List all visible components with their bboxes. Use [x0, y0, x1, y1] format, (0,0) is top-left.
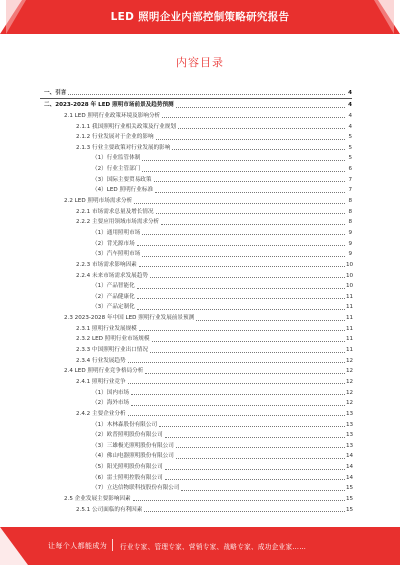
toc-page-number: 9	[348, 229, 352, 236]
toc-entry-label: （2）海外市场	[92, 400, 130, 407]
toc-entry-label: 2.2.1 市场需求总量及增长情况	[76, 208, 154, 215]
toc-entry[interactable]	[40, 173, 352, 184]
toc-entry[interactable]	[40, 162, 352, 173]
toc-entry[interactable]	[40, 120, 352, 131]
toc-page-number: 5	[348, 155, 352, 162]
toc-entry[interactable]	[40, 216, 352, 227]
toc-page-number: 5	[348, 144, 352, 151]
toc-page-number: 11	[346, 347, 354, 354]
page-footer	[0, 527, 400, 565]
toc-page-number: 11	[346, 325, 354, 332]
toc-dot-leader	[152, 340, 346, 342]
toc-dot-leader	[150, 276, 345, 278]
toc-heading: 内容目录	[176, 56, 224, 69]
toc-entry-label: （7）立达信物联科技股份有限公司	[92, 485, 180, 492]
toc-page-number: 7	[348, 176, 352, 183]
toc-page-number: 12	[346, 368, 354, 375]
toc-dot-leader	[134, 202, 345, 204]
toc-page-number: 10	[346, 261, 354, 268]
toc-entry[interactable]	[40, 258, 352, 269]
toc-entry-label: （1）行业监管体制	[92, 155, 141, 162]
toc-entry-label: （1）通用照明市场	[92, 229, 141, 236]
toc-entry-label: 2.5 企业发展主要影响因素	[64, 495, 131, 502]
toc-entry-label: 一、引言	[44, 89, 67, 96]
toc-dot-leader	[154, 180, 346, 182]
toc-entry-label: （1）国内市场	[92, 389, 130, 396]
toc-entry[interactable]	[40, 290, 352, 301]
toc-entry[interactable]	[40, 333, 352, 344]
toc-dot-leader	[144, 510, 345, 512]
toc-page-number: 4	[348, 112, 352, 119]
toc-entry-label: 二、2023-2028 年 LED 照明市场前景及趋势预测	[44, 102, 174, 109]
toc-entry[interactable]	[40, 109, 352, 120]
toc-entry-label: （3）三雄极光照明股份有限公司	[92, 442, 174, 449]
toc-dot-leader	[156, 212, 345, 214]
toc-dot-leader	[165, 478, 345, 480]
toc-page-number: 11	[346, 315, 354, 322]
report-header	[0, 0, 400, 34]
toc-entry-label: 2.3.4 行业发展趋势	[76, 357, 126, 364]
toc-entry-label: 2.4 LED 照明行业竞争格局分析	[64, 368, 144, 375]
toc-entry[interactable]	[40, 99, 352, 110]
toc-page-number: 14	[346, 464, 354, 471]
toc-entry-label: 2.2.2 主要应用领域市场需求分析	[76, 219, 160, 226]
toc-dot-leader	[196, 319, 345, 321]
toc-page-number: 4	[348, 123, 352, 130]
table-of-contents	[40, 86, 352, 514]
toc-entry[interactable]	[40, 131, 352, 142]
toc-entry-label: （3）国际主要贸易政策	[92, 176, 152, 183]
toc-entry[interactable]	[40, 482, 352, 493]
toc-entry-label: 2.1 LED 照明行业政策环境及影响分析	[64, 112, 161, 119]
toc-dot-leader	[142, 159, 345, 161]
toc-dot-leader	[176, 457, 345, 459]
toc-entry-label: 2.2.4 未来市场需求发展趋势	[76, 272, 148, 279]
toc-entry[interactable]	[40, 141, 352, 152]
toc-entry[interactable]	[40, 418, 352, 429]
toc-entry-label: 2.2 LED 照明市场需求分析	[64, 198, 133, 205]
toc-entry[interactable]	[40, 205, 352, 216]
toc-entry[interactable]	[40, 311, 352, 322]
toc-page-number: 7	[348, 187, 352, 194]
toc-page-number: 10	[346, 283, 354, 290]
toc-entry-label: 2.1.2 行业发展对于企业的影响	[76, 134, 154, 141]
toc-dot-leader	[142, 170, 345, 172]
toc-dot-leader	[172, 148, 345, 150]
toc-dot-leader	[139, 329, 345, 331]
toc-entry[interactable]	[40, 407, 352, 418]
toc-entry-label: 2.1.1 我国照明行业相关政策及行业规划	[76, 123, 176, 130]
toc-entry-label: （2）背光源市场	[92, 240, 135, 247]
footer-divider	[112, 539, 113, 551]
toc-entry[interactable]	[40, 237, 352, 248]
toc-page-number: 6	[348, 166, 352, 173]
toc-entry[interactable]	[40, 280, 352, 291]
toc-entry-label: （1）产品智能化	[92, 283, 135, 290]
toc-dot-leader	[162, 116, 345, 118]
toc-entry-label: （2）行业主管部门	[92, 166, 141, 173]
toc-entry[interactable]	[40, 301, 352, 312]
toc-entry[interactable]	[40, 248, 352, 259]
toc-entry[interactable]	[40, 86, 352, 97]
toc-dot-leader	[165, 468, 345, 470]
report-title: LED 照明企业内部控制策略研究报告	[110, 11, 290, 23]
toc-dot-leader	[131, 393, 345, 395]
toc-entry[interactable]	[40, 343, 352, 354]
toc-entry-label: 2.2.3 市场需求影响因素	[76, 261, 137, 268]
toc-page-number: 14	[346, 453, 354, 460]
toc-dot-leader	[68, 93, 345, 95]
toc-entry[interactable]	[40, 450, 352, 461]
toc-page-number: 12	[346, 389, 354, 396]
toc-page-number: 8	[348, 219, 352, 226]
toc-dot-leader	[176, 446, 345, 448]
toc-entry-label: （3）汽车照明市场	[92, 251, 141, 258]
toc-page-number: 9	[348, 251, 352, 258]
toc-dot-leader	[165, 436, 345, 438]
toc-page-number: 9	[348, 240, 352, 247]
toc-page-number: 15	[346, 485, 354, 492]
toc-page-number: 13	[346, 442, 354, 449]
toc-entry-label: 2.4.1 照明行业竞争	[76, 378, 126, 385]
toc-dot-leader	[161, 223, 345, 225]
footer-decoration	[0, 527, 28, 565]
toc-dot-leader	[131, 404, 345, 406]
toc-entry-label: 2.3.1 照明行业发展规模	[76, 325, 137, 332]
toc-page-number: 4	[348, 102, 352, 109]
toc-entry[interactable]	[40, 322, 352, 333]
toc-dot-leader	[181, 489, 345, 491]
toc-entry[interactable]	[40, 471, 352, 482]
toc-entry[interactable]	[40, 269, 352, 280]
toc-page-number: 11	[346, 304, 354, 311]
toc-entry-label: （5）阳光照明股份有限公司	[92, 464, 163, 471]
toc-page-number: 12	[346, 400, 354, 407]
toc-entry-label: 2.5.1 公司面临的有利因素	[76, 506, 143, 513]
toc-dot-leader	[128, 361, 345, 363]
toc-dot-leader	[139, 265, 345, 267]
toc-entry-label: 2.4.2 主要企业分析	[76, 410, 126, 417]
toc-entry[interactable]	[40, 152, 352, 163]
toc-page-number: 4	[348, 89, 352, 96]
footer-experts-text: 行业专家、管理专家、营销专家、战略专家、成功企业家……	[120, 543, 307, 551]
toc-entry-label: 2.3.3 中国照明行业出口情况	[76, 347, 148, 354]
toc-page-number: 15	[346, 495, 354, 502]
toc-page-number: 15	[346, 506, 354, 513]
toc-entry[interactable]	[40, 184, 352, 195]
toc-entry[interactable]	[40, 460, 352, 471]
toc-dot-leader	[150, 351, 345, 353]
toc-dot-leader	[176, 106, 345, 108]
toc-dot-leader	[137, 287, 345, 289]
toc-entry[interactable]	[40, 194, 352, 205]
toc-entry[interactable]	[40, 397, 352, 408]
toc-page-number: 11	[346, 336, 354, 343]
toc-entry[interactable]	[40, 386, 352, 397]
toc-page-number: 12	[346, 357, 354, 364]
toc-dot-leader	[178, 127, 345, 129]
toc-entry[interactable]	[40, 429, 352, 440]
toc-dot-leader	[145, 372, 345, 374]
toc-entry-label: 2.3 2023-2028 年中国 LED 照明行业发展前景预测	[64, 315, 195, 322]
toc-page-number: 13	[346, 410, 354, 417]
toc-entry-label: （4）佛山电器照明股份有限公司	[92, 453, 174, 460]
toc-page-number: 8	[348, 198, 352, 205]
toc-entry[interactable]	[40, 503, 352, 514]
toc-dot-leader	[142, 233, 345, 235]
toc-entry[interactable]	[40, 226, 352, 237]
toc-page-number: 8	[348, 208, 352, 215]
footer-slogan: 让每个人都能成为	[48, 542, 108, 550]
toc-entry-label: （2）欧普照明股份有限公司	[92, 432, 163, 439]
toc-entry[interactable]	[40, 439, 352, 450]
toc-entry-label: （2）产品健康化	[92, 293, 135, 300]
toc-dot-leader	[137, 244, 345, 246]
toc-entry-label: （4）LED 照明行业标准	[92, 187, 154, 194]
toc-dot-leader	[155, 191, 345, 193]
toc-page-number: 13	[346, 432, 354, 439]
toc-dot-leader	[159, 425, 345, 427]
toc-entry-label: 2.3.2 LED 照明行业市场规模	[76, 336, 150, 343]
toc-page-number: 12	[346, 378, 354, 385]
toc-entry[interactable]	[40, 354, 352, 365]
toc-entry-label: （1）木林森股份有限公司	[92, 421, 158, 428]
toc-dot-leader	[156, 138, 345, 140]
toc-entry[interactable]	[40, 375, 352, 386]
toc-dot-leader	[133, 499, 345, 501]
toc-page-number: 13	[346, 421, 354, 428]
toc-dot-leader	[128, 414, 345, 416]
toc-dot-leader	[137, 297, 345, 299]
toc-dot-leader	[137, 308, 345, 310]
toc-dot-leader	[128, 382, 345, 384]
toc-entry-label: （6）雷士照明控股有限公司	[92, 474, 163, 481]
toc-page-number: 11	[346, 293, 354, 300]
toc-dot-leader	[142, 255, 345, 257]
toc-entry[interactable]	[40, 492, 352, 503]
toc-entry[interactable]	[40, 365, 352, 376]
toc-page-number: 14	[346, 474, 354, 481]
toc-page-number: 10	[346, 272, 354, 279]
toc-page-number: 5	[348, 134, 352, 141]
toc-entry-label: （3）产品定制化	[92, 304, 135, 311]
toc-entry-label: 2.1.3 行业主要政策对行业发展的影响	[76, 144, 171, 151]
